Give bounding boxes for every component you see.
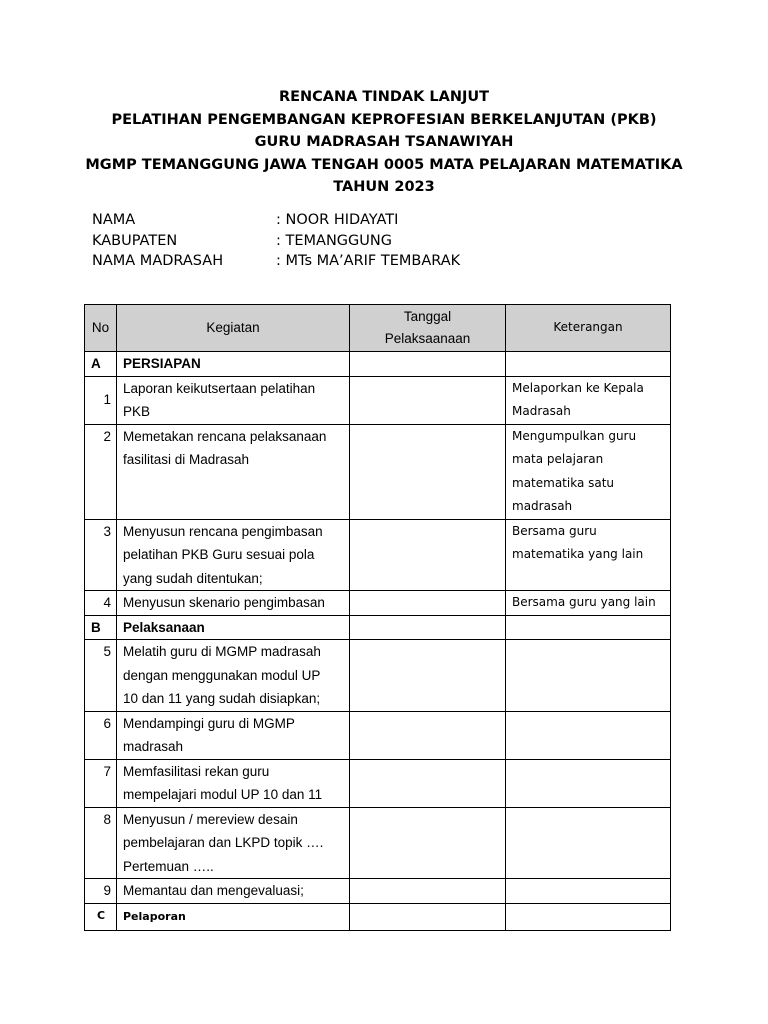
section-title: Pelaporan <box>117 903 350 930</box>
row-note-cell <box>506 759 671 807</box>
row-number: 6 <box>85 711 117 759</box>
row-number: 2 <box>85 424 117 519</box>
kegiatan-line: Memantau dan mengevaluasi; <box>123 883 304 898</box>
kegiatan-line: fasilitasi di Madrasah <box>123 452 250 467</box>
header-tanggal <box>350 305 506 352</box>
section-note-cell <box>506 615 671 640</box>
madrasah-value: : MTs MA’ARIF TEMBARAK <box>276 253 461 269</box>
row-keterangan <box>506 591 671 616</box>
header-tanggal-line-1: Tanggal <box>403 309 452 324</box>
keterangan-line: Madrasah <box>512 404 571 418</box>
row-date-cell <box>350 640 506 712</box>
table-row <box>85 879 671 904</box>
row-date-cell <box>350 591 506 616</box>
row-kegiatan <box>117 424 350 519</box>
title-line-2: PELATIHAN PENGEMBANGAN KEPROFESIAN BERKELANJUTAN (PKB) <box>111 111 657 128</box>
table-row <box>85 759 671 807</box>
section-title: Pelaksanaan <box>117 615 350 640</box>
section-row-b <box>85 615 671 640</box>
title-line-3: GURU MADRASAH TSANAWIYAH <box>254 134 514 150</box>
section-note-cell <box>506 903 671 930</box>
row-kegiatan <box>117 759 350 807</box>
row-date-cell <box>350 711 506 759</box>
row-kegiatan <box>117 591 350 616</box>
table-row <box>85 807 671 879</box>
row-note-cell <box>506 807 671 879</box>
row-number: 5 <box>85 640 117 712</box>
table-row <box>85 376 671 424</box>
kabupaten-value: : TEMANGGUNG <box>276 232 392 249</box>
row-kegiatan <box>117 519 350 591</box>
row-kegiatan <box>117 879 350 904</box>
kegiatan-line: Menyusun rencana pengimbasan <box>123 523 323 539</box>
kegiatan-line: Menyusun / mereview desain <box>123 811 298 827</box>
kabupaten-label: KABUPATEN <box>92 232 178 249</box>
kegiatan-line: 10 dan 11 yang sudah disiapkan; <box>123 691 321 706</box>
kegiatan-line: yang sudah ditentukan; <box>123 570 263 586</box>
header-no: No <box>85 305 117 352</box>
header-tanggal-line-2: Pelaksaanaan <box>384 331 471 346</box>
kegiatan-line: madrasah <box>123 739 184 754</box>
table-row <box>85 640 671 712</box>
kegiatan-line: Pertemuan ….. <box>123 858 214 874</box>
document-title <box>0 86 768 199</box>
kegiatan-line: dengan menggunakan modul UP <box>123 667 321 683</box>
row-note-cell <box>506 711 671 759</box>
madrasah-label: NAMA MADRASAH <box>92 253 224 269</box>
kegiatan-line: Menyusun skenario pengimbasan <box>123 595 325 610</box>
row-kegiatan <box>117 376 350 424</box>
section-note-cell <box>506 352 671 377</box>
kegiatan-line: Memetakan rencana pelaksanaan <box>123 428 327 444</box>
table-header-row <box>85 305 671 352</box>
section-title: PERSIAPAN <box>117 352 350 377</box>
row-date-cell <box>350 759 506 807</box>
row-keterangan <box>506 519 671 591</box>
row-kegiatan <box>117 711 350 759</box>
table-row <box>85 424 671 519</box>
row-keterangan <box>506 424 671 519</box>
section-date-cell <box>350 903 506 930</box>
keterangan-line: Bersama guru <box>512 523 597 538</box>
section-date-cell <box>350 352 506 377</box>
action-plan-table <box>84 304 671 931</box>
row-date-cell <box>350 424 506 519</box>
row-note-cell <box>506 879 671 904</box>
table-row <box>85 711 671 759</box>
kegiatan-line: Melatih guru di MGMP madrasah <box>123 644 321 659</box>
keterangan-line: matematika yang lain <box>512 547 644 561</box>
row-date-cell <box>350 807 506 879</box>
keterangan-line: Mengumpulkan guru <box>512 428 637 443</box>
kegiatan-line: PKB <box>123 404 151 419</box>
row-kegiatan <box>117 807 350 879</box>
section-code: A <box>85 352 117 377</box>
nama-label: NAMA <box>92 212 136 228</box>
kegiatan-line: mempelajari modul UP 10 dan 11 <box>123 787 323 802</box>
title-line-4: MGMP TEMANGGUNG JAWA TENGAH 0005 MATA PELAJARAN MATEMATIKA <box>85 156 683 173</box>
table-row <box>85 591 671 616</box>
header-keterangan: Keterangan <box>506 305 671 352</box>
kegiatan-line: Mendampingi guru di MGMP <box>123 715 295 731</box>
section-code: B <box>85 615 117 640</box>
section-code: C <box>85 903 117 930</box>
header-kegiatan: Kegiatan <box>117 305 350 352</box>
keterangan-line: Melaporkan ke Kepala <box>512 380 644 395</box>
kegiatan-line: pembelajaran dan LKPD topik …. <box>123 835 324 850</box>
keterangan-line: madrasah <box>512 499 573 513</box>
title-line-1: RENCANA TINDAK LANJUT <box>278 89 490 105</box>
table-row <box>85 519 671 591</box>
row-keterangan <box>506 376 671 424</box>
row-kegiatan <box>117 640 350 712</box>
keterangan-line: matematika satu <box>512 475 615 490</box>
row-note-cell <box>506 640 671 712</box>
title-line-5: TAHUN 2023 <box>333 179 435 195</box>
row-date-cell <box>350 879 506 904</box>
nama-value: : NOOR HIDAYATI <box>276 212 399 228</box>
row-date-cell <box>350 376 506 424</box>
keterangan-line: Bersama guru yang lain <box>512 595 656 609</box>
row-number: 8 <box>85 807 117 879</box>
row-date-cell <box>350 519 506 591</box>
row-number: 4 <box>85 591 117 616</box>
row-number: 3 <box>85 519 117 591</box>
section-row-a <box>85 352 671 377</box>
section-row-c <box>85 903 671 930</box>
section-date-cell <box>350 615 506 640</box>
row-number: 9 <box>85 879 117 904</box>
kegiatan-line: Memfasilitasi rekan guru <box>123 763 270 779</box>
row-number: 7 <box>85 759 117 807</box>
keterangan-line: mata pelajaran <box>512 452 604 466</box>
kegiatan-line: Laporan keikutsertaan pelatihan <box>123 380 316 396</box>
kegiatan-line: pelatihan PKB Guru sesuai pola <box>123 547 315 562</box>
row-number: 1 <box>85 376 117 424</box>
